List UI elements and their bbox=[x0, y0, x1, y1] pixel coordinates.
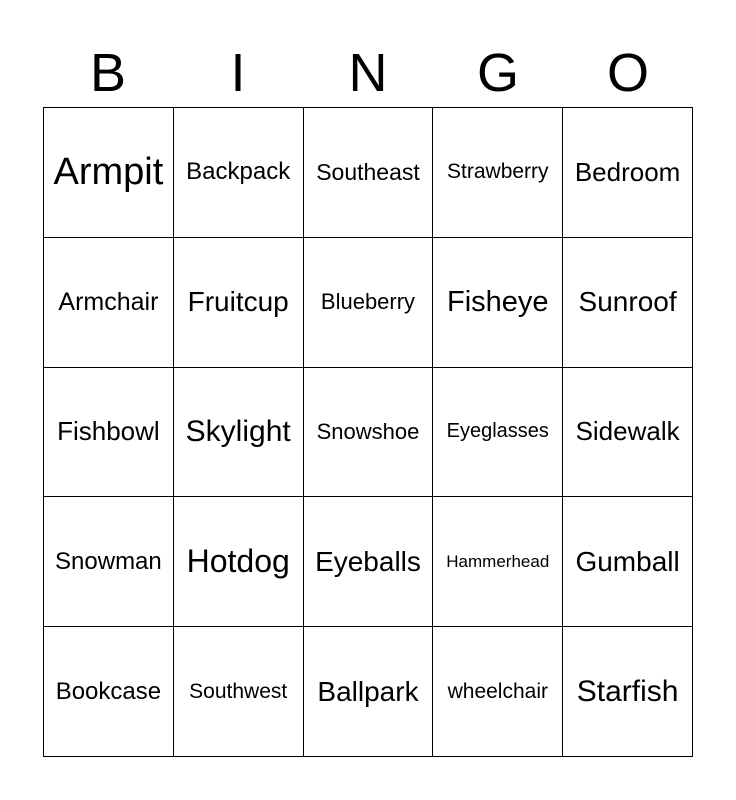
header-letter-b: B bbox=[89, 43, 127, 103]
bingo-cell: Fruitcup bbox=[174, 238, 304, 368]
header-letter-g: G bbox=[476, 43, 519, 103]
bingo-cell: Ballpark bbox=[304, 627, 434, 757]
bingo-cell: wheelchair bbox=[433, 627, 563, 757]
bingo-cell: Blueberry bbox=[304, 238, 434, 368]
header-letter-o: O bbox=[606, 43, 649, 103]
bingo-cell: Fishbowl bbox=[44, 368, 174, 498]
bingo-cell: Snowman bbox=[44, 497, 174, 627]
bingo-cell: Snowshoe bbox=[304, 368, 434, 498]
bingo-cell: Skylight bbox=[174, 368, 304, 498]
bingo-cell: Fisheye bbox=[433, 238, 563, 368]
bingo-cell: Bedroom bbox=[563, 108, 693, 238]
bingo-cell: Southwest bbox=[174, 627, 304, 757]
bingo-cell: Starfish bbox=[563, 627, 693, 757]
bingo-cell: Sidewalk bbox=[563, 368, 693, 498]
bingo-cell: Armpit bbox=[44, 108, 174, 238]
header-letter-n: N bbox=[348, 43, 388, 103]
bingo-board bbox=[43, 107, 693, 757]
bingo-cell: Bookcase bbox=[44, 627, 174, 757]
bingo-cell: Hotdog bbox=[174, 497, 304, 627]
bingo-cell: Hammerhead bbox=[433, 497, 563, 627]
bingo-cell: Gumball bbox=[563, 497, 693, 627]
header-letter-i: I bbox=[230, 43, 246, 103]
bingo-cell: Eyeglasses bbox=[433, 368, 563, 498]
bingo-cell: Armchair bbox=[44, 238, 174, 368]
bingo-header bbox=[43, 40, 693, 106]
bingo-cell: Backpack bbox=[174, 108, 304, 238]
bingo-cell: Strawberry bbox=[433, 108, 563, 238]
bingo-cell: Eyeballs bbox=[304, 497, 434, 627]
bingo-cell: Sunroof bbox=[563, 238, 693, 368]
bingo-cell: Southeast bbox=[304, 108, 434, 238]
